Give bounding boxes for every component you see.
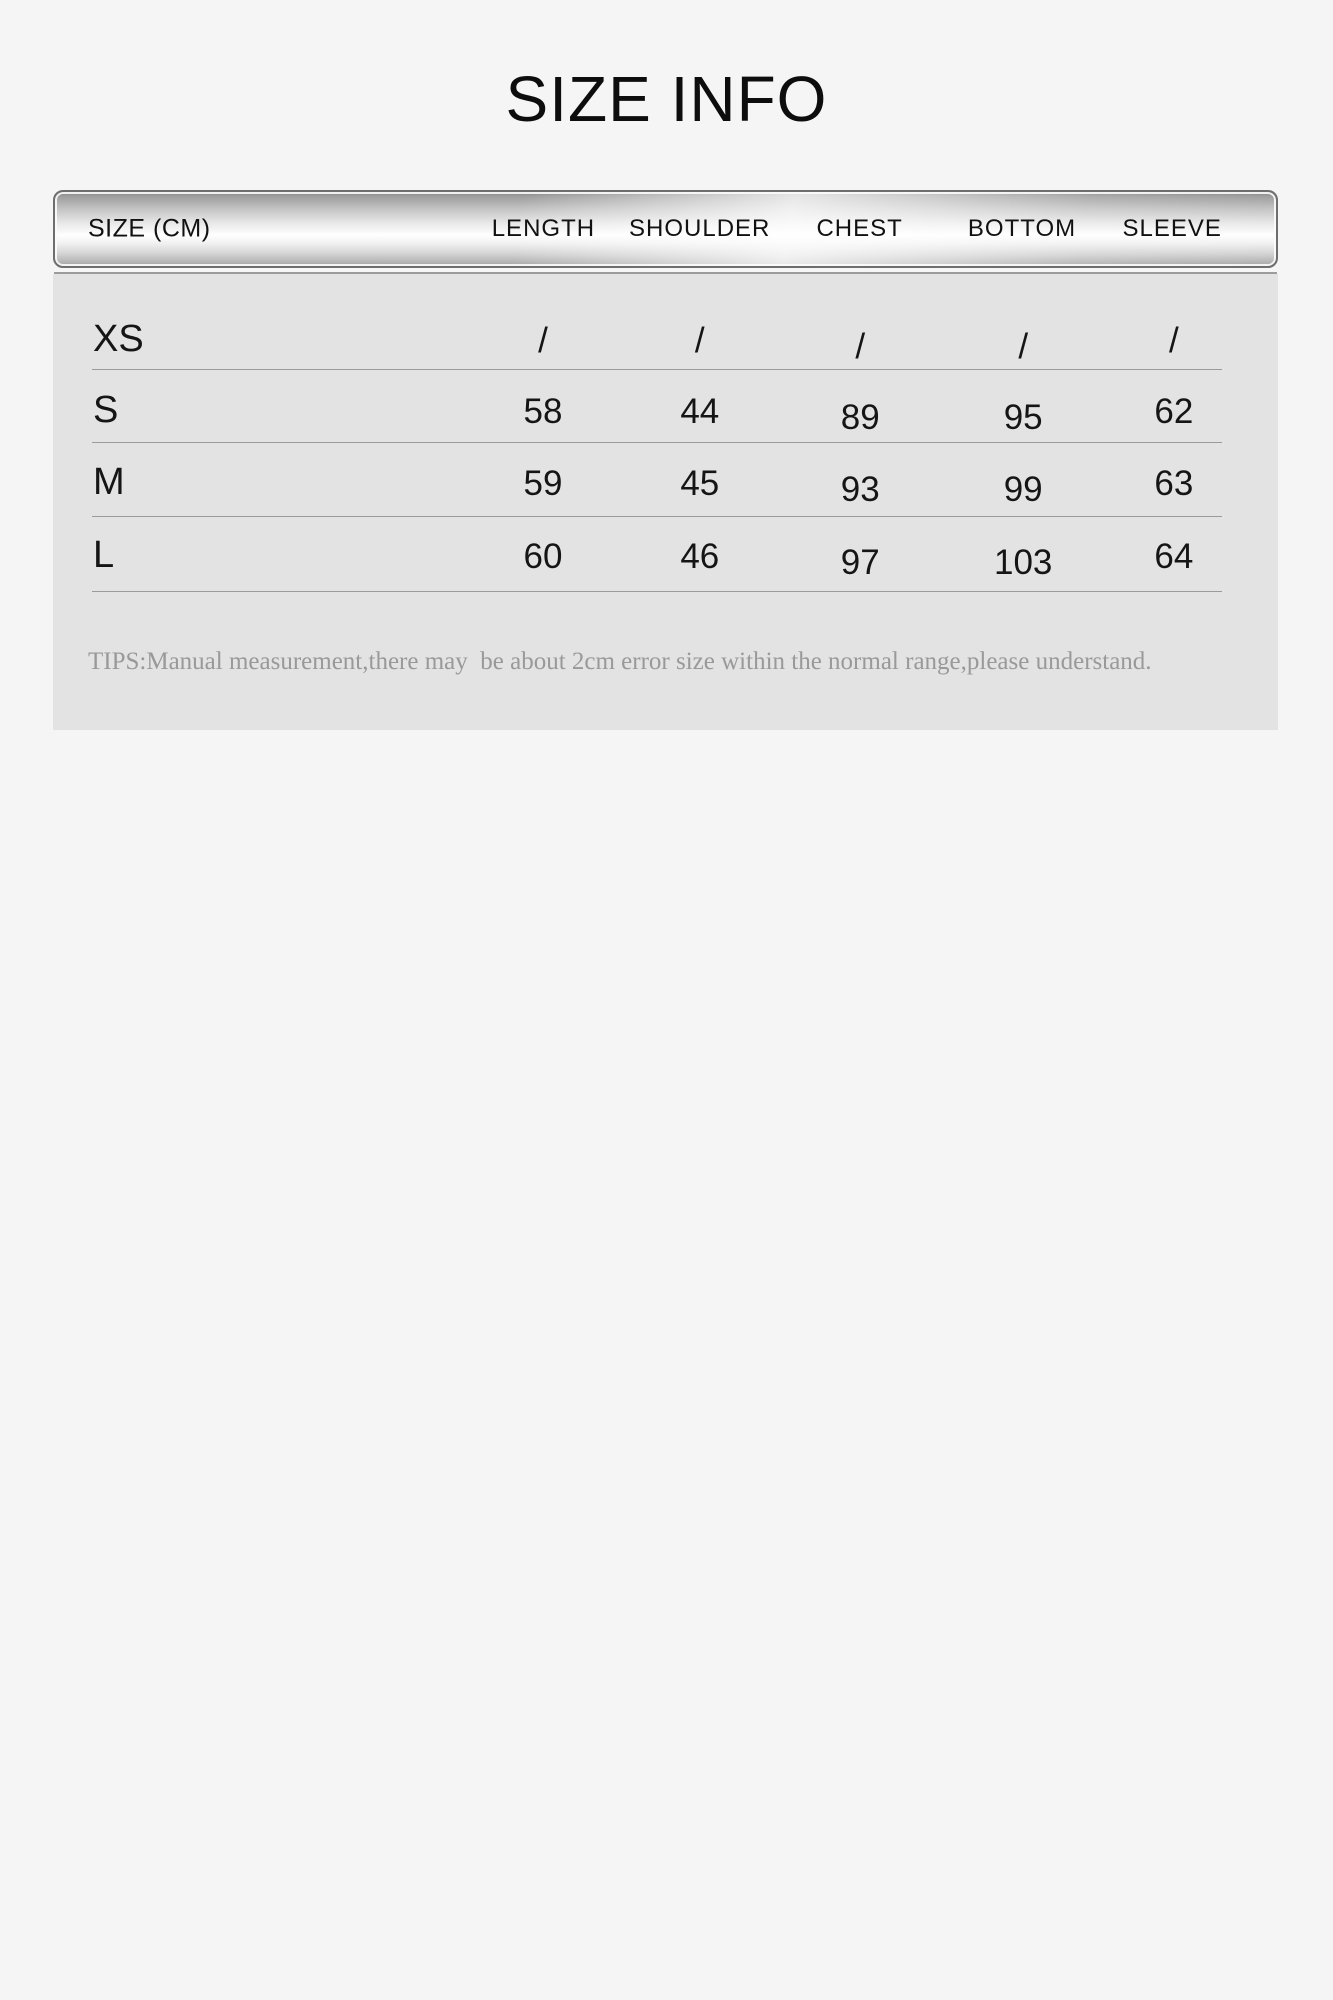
column-header-length: LENGTH bbox=[491, 215, 596, 242]
size-value-cell: 89 bbox=[840, 398, 880, 437]
size-value-cell: 63 bbox=[1154, 464, 1194, 503]
size-value-cell: / bbox=[1169, 321, 1179, 360]
size-value-cell: / bbox=[1018, 327, 1029, 366]
size-value-cell: / bbox=[538, 321, 548, 360]
size-value-cell: 44 bbox=[680, 392, 720, 431]
size-row-label: XS bbox=[93, 318, 144, 360]
size-row-label: S bbox=[93, 389, 119, 431]
size-value-cell: 58 bbox=[523, 392, 563, 431]
size-row-l bbox=[53, 517, 1278, 592]
size-value-cell: 59 bbox=[523, 464, 563, 503]
column-header-chest: CHEST bbox=[816, 215, 903, 242]
size-value-cell: 103 bbox=[993, 543, 1053, 582]
column-header-bottom: BOTTOM bbox=[967, 215, 1077, 242]
size-value-cell: 60 bbox=[523, 537, 563, 576]
size-row-label: L bbox=[93, 534, 115, 576]
tips-note: TIPS:Manual measurement,there may be about 2cm error size within the normal range,please understand. bbox=[88, 648, 1152, 675]
size-row-xs bbox=[53, 274, 1278, 370]
size-value-cell: 62 bbox=[1154, 392, 1194, 431]
size-value-cell: 46 bbox=[680, 537, 720, 576]
size-value-cell: / bbox=[694, 321, 705, 360]
table-body bbox=[53, 274, 1278, 730]
size-row-label: M bbox=[93, 461, 125, 503]
page-title: SIZE INFO bbox=[505, 63, 828, 135]
size-value-cell: 45 bbox=[680, 464, 720, 503]
size-value-cell: 95 bbox=[1003, 398, 1043, 437]
size-value-cell: 99 bbox=[1003, 470, 1043, 509]
size-value-cell: 93 bbox=[840, 470, 880, 509]
size-table-panel bbox=[53, 190, 1278, 730]
table-header-bar bbox=[53, 190, 1278, 268]
size-value-cell: / bbox=[855, 327, 866, 366]
column-header-sleeve: SLEEVE bbox=[1122, 215, 1222, 242]
size-value-cell: 64 bbox=[1154, 537, 1194, 576]
size-unit-header: SIZE (CM) bbox=[88, 214, 211, 243]
size-value-cell: 97 bbox=[840, 543, 880, 582]
size-rows bbox=[53, 274, 1278, 592]
size-row-s bbox=[53, 370, 1278, 443]
size-row-m bbox=[53, 443, 1278, 517]
column-header-shoulder: SHOULDER bbox=[629, 215, 771, 242]
